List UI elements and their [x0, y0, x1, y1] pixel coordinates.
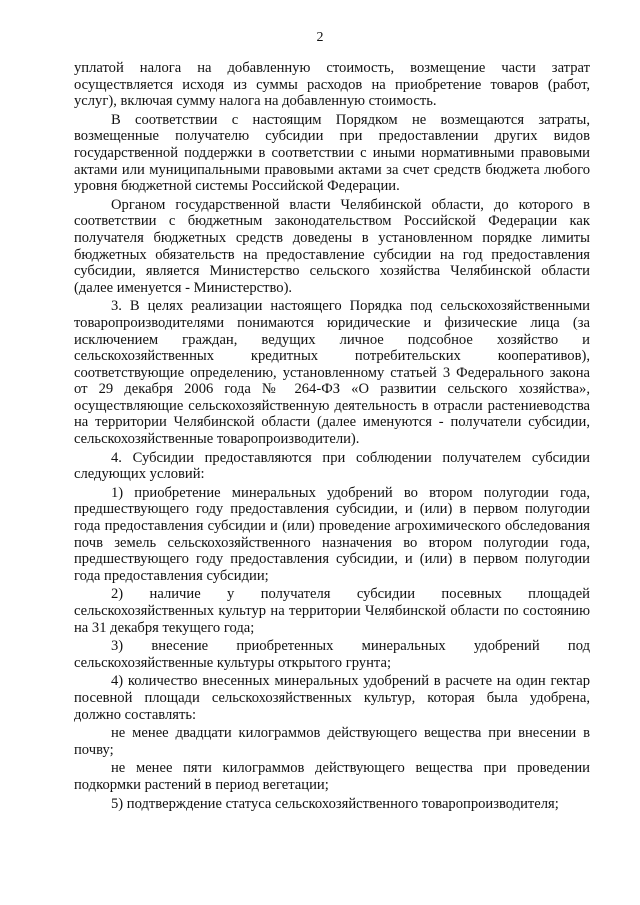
condition-2: 2) наличие у получателя субсидии посевных площадей сельскохозяйственных культур на территории Челябинской области по состоянию на 31 декабря текущего года; — [74, 586, 590, 636]
page-number: 2 — [316, 30, 324, 45]
document-body — [74, 60, 590, 812]
condition-4-feeding: не менее пяти килограммов действующего вещества при проведении подкормки растений в период вегетации; — [74, 760, 590, 793]
condition-1: 1) приобретение минеральных удобрений во втором полугодии года, предшествующего году предоставления субсидии, и (или) в первом полугодии года предоставления субсидии и (или) проведение агрохимического обследования почв земель сельскохозяйственного назначения во втором полугодии года, предшествующего году предоставления субсидии, и (или) в первом полугодии года предоставления субсидии; — [74, 484, 590, 584]
paragraph-authority: Органом государственной власти Челябинской области, до которого в соответствии с бюджетным законодательством Российской Федерации как получателя бюджетных средств доведены в установленном порядке лимиты бюджетных обязательств на предоставление субсидии на год предоставления субсидии, является Министерство сельского хозяйства Челябинской области (далее именуется - Министерство). — [74, 196, 590, 296]
condition-4: 4) количество внесенных минеральных удобрений в расчете на один гектар посевной площади сельскохозяйственных культур, которая была удобрена, должно составлять: — [74, 673, 590, 723]
paragraph-continuation: уплатой налога на добавленную стоимость, возмещение части затрат осуществляется исходя из суммы расходов на приобретение товаров (работ, услуг), включая сумму налога на добавленную стоимость. — [74, 60, 590, 110]
condition-4-soil: не менее двадцати килограммов действующего вещества при внесении в почву; — [74, 725, 590, 758]
paragraph-item-4: 4. Субсидии предоставляются при соблюдении получателем субсидии следующих условий: — [74, 449, 590, 483]
condition-3: 3) внесение приобретенных минеральных удобрений под сельскохозяйственные культуры открытого грунта; — [74, 638, 590, 671]
paragraph-no-reimbursement: В соответствии с настоящим Порядком не возмещаются затраты, возмещенные получателю субсидии при предоставлении других видов государственной поддержки в соответствии с иными нормативными правовыми актами или муниципальными правовыми актами за счет средств бюджета любого уровня бюджетной системы Российской Федерации. — [74, 111, 590, 195]
condition-5: 5) подтверждение статуса сельскохозяйственного товаропроизводителя; — [111, 795, 559, 812]
paragraph-item-3: 3. В целях реализации настоящего Порядка под сельскохозяйственными товаропроизводителями понимаются юридические и физические лица (за исключением граждан, ведущих личное подсобное хозяйство и сельскохозяйственных кредитных потребительских кооперативов), соответствующие определению, установленному статьей 3 Федерального закона от 29 декабря 2006 года № 264-ФЗ «О развитии сельского хозяйства», осуществляющие сельскохозяйственную деятельность в отрасли растениеводства на территории Челябинской области (далее именуются - получатели субсидии, сельскохозяйственные товаропроизводители). — [74, 298, 590, 448]
